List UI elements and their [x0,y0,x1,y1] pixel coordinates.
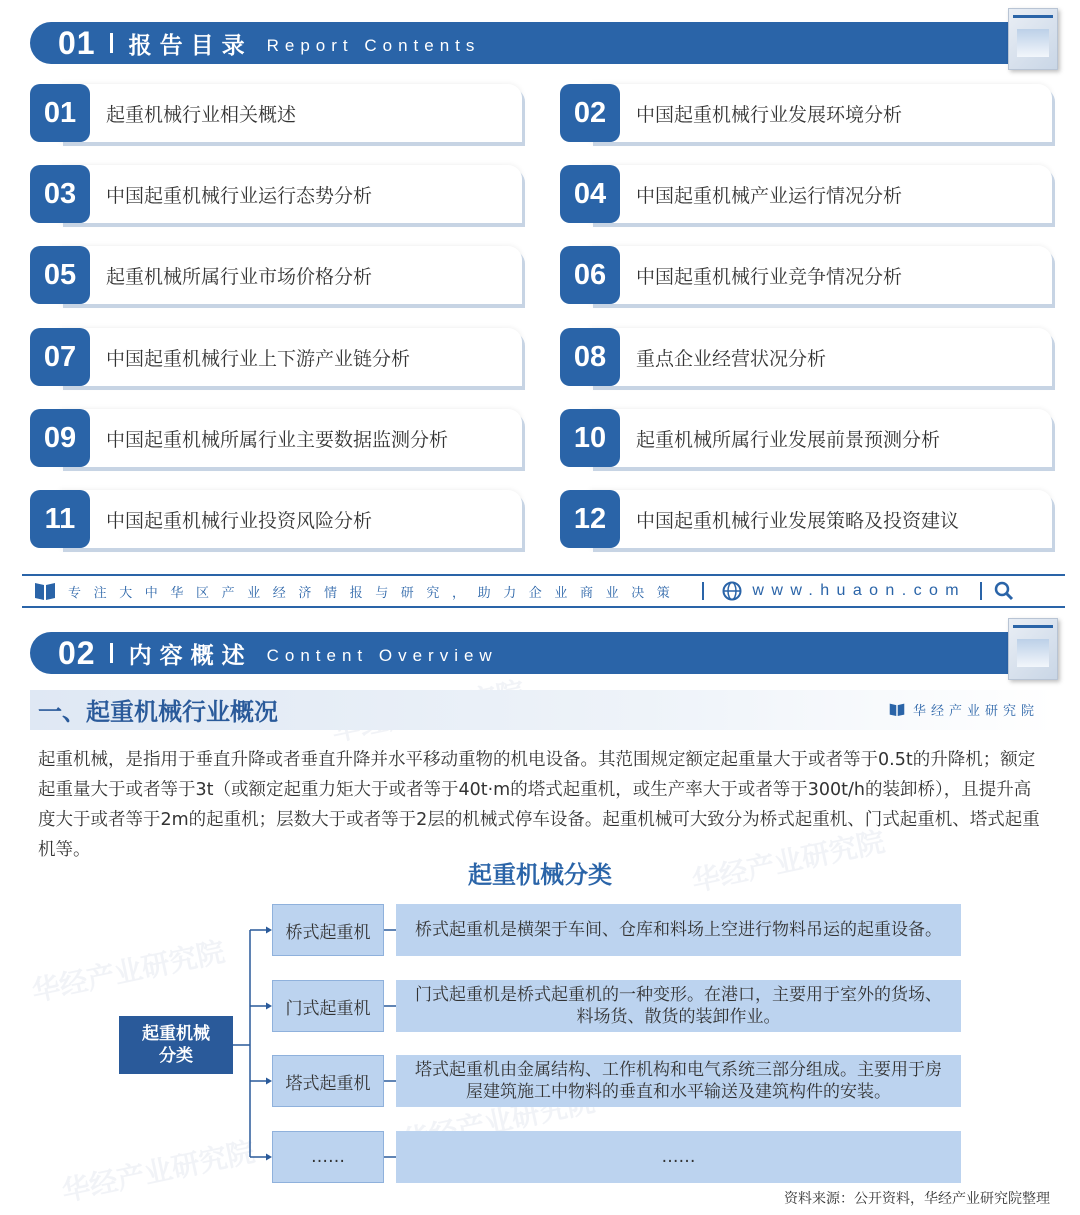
source-note: 资料来源：公开资料，华经产业研究院整理 [784,1191,1050,1207]
subsection-title: 一、起重机械行业概况 [38,698,278,726]
watermark: 华经产业研究院 [29,934,228,1008]
toc-number: 01 [30,84,90,142]
toc-number: 03 [30,165,90,223]
section-title-en: Report Contents [266,36,481,55]
toc-label: 中国起重机械行业竞争情况分析 [636,265,903,288]
toc-number: 07 [30,328,90,386]
overview-paragraph: 起重机械，是指用于垂直升降或者垂直升降并水平移动重物的机电设备。其范围规定额定起重量大于或者等于0.5t的升降机；额定起重量大于或者等于3t（或额定起重力矩大于或者等于40t·m的塔式起重机，或生产率大于或者等于300t/h的装卸桥），且提升高度大于或者等于2m的起重机；层数大于或者等于2层的机械式停车设备。起重机械可大致分为桥式起重机、门式起重机、塔式起重机等。 [38,750,1040,860]
diagram-root-node [119,1016,233,1074]
section-title: 报告目录 [128,32,253,59]
category-description: 塔式起重机由金属结构、工作机构和电气系统三部分组成。主要用于房屋建筑施工中物料的垂直和水平输送及建筑构件的安装。 [396,1055,961,1107]
diagram-title: 起重机械分类 [468,861,612,889]
toc-label: 起重机械所属行业市场价格分析 [106,265,373,288]
website-link[interactable]: www.huaon.com [752,582,966,599]
toc-label: 中国起重机械行业上下游产业链分析 [106,347,411,370]
category-description: …… [396,1131,961,1183]
toc-label: 中国起重机械所属行业主要数据监测分析 [106,428,449,451]
toc-number: 11 [30,490,90,548]
category-description: 门式起重机是桥式起重机的一种变形。在港口，主要用于室外的货场、料场货、散货的装卸作业。 [396,980,961,1032]
toc-number: 04 [560,165,620,223]
root-label-line1: 起重机械 [142,1024,210,1044]
watermark: 华经产业研究院 [399,1084,598,1158]
brand-text: 华经产业研究院 [912,704,1039,719]
toc-label: 中国起重机械行业发展环境分析 [636,103,903,126]
category-node: …… [272,1131,384,1183]
section-number: 01 [58,24,96,61]
section-number: 02 [58,634,96,671]
toc-label: 中国起重机械行业投资风险分析 [106,509,373,532]
toc-label: 重点企业经营状况分析 [636,347,827,370]
section-title: 内容概述 [128,642,253,669]
category-description: 桥式起重机是横架于车间、仓库和料场上空进行物料吊运的起重设备。 [396,904,961,956]
category-node: 桥式起重机 [272,904,384,956]
toc-number: 12 [560,490,620,548]
toc-number: 08 [560,328,620,386]
watermark: 华经产业研究院 [689,824,888,898]
category-node: 门式起重机 [272,980,384,1032]
slogan-text: 专注大中华区产业经济情报与研究，助力企业商业决策 [68,585,683,601]
toc-label: 中国起重机械行业运行态势分析 [106,184,373,207]
root-label-line2: 分类 [159,1046,193,1066]
toc-label: 中国起重机械行业发展策略及投资建议 [636,509,960,532]
category-node: 塔式起重机 [272,1055,384,1107]
section-title-en: Content Overview [266,646,498,665]
toc-number: 09 [30,409,90,467]
toc-label: 起重机械所属行业发展前景预测分析 [636,428,941,451]
toc-number: 10 [560,409,620,467]
toc-label: 起重机械行业相关概述 [106,103,297,126]
toc-number: 05 [30,246,90,304]
toc-number: 02 [560,84,620,142]
toc-number: 06 [560,246,620,304]
toc-label: 中国起重机械产业运行情况分析 [636,184,903,207]
watermark: 华经产业研究院 [59,1134,258,1208]
